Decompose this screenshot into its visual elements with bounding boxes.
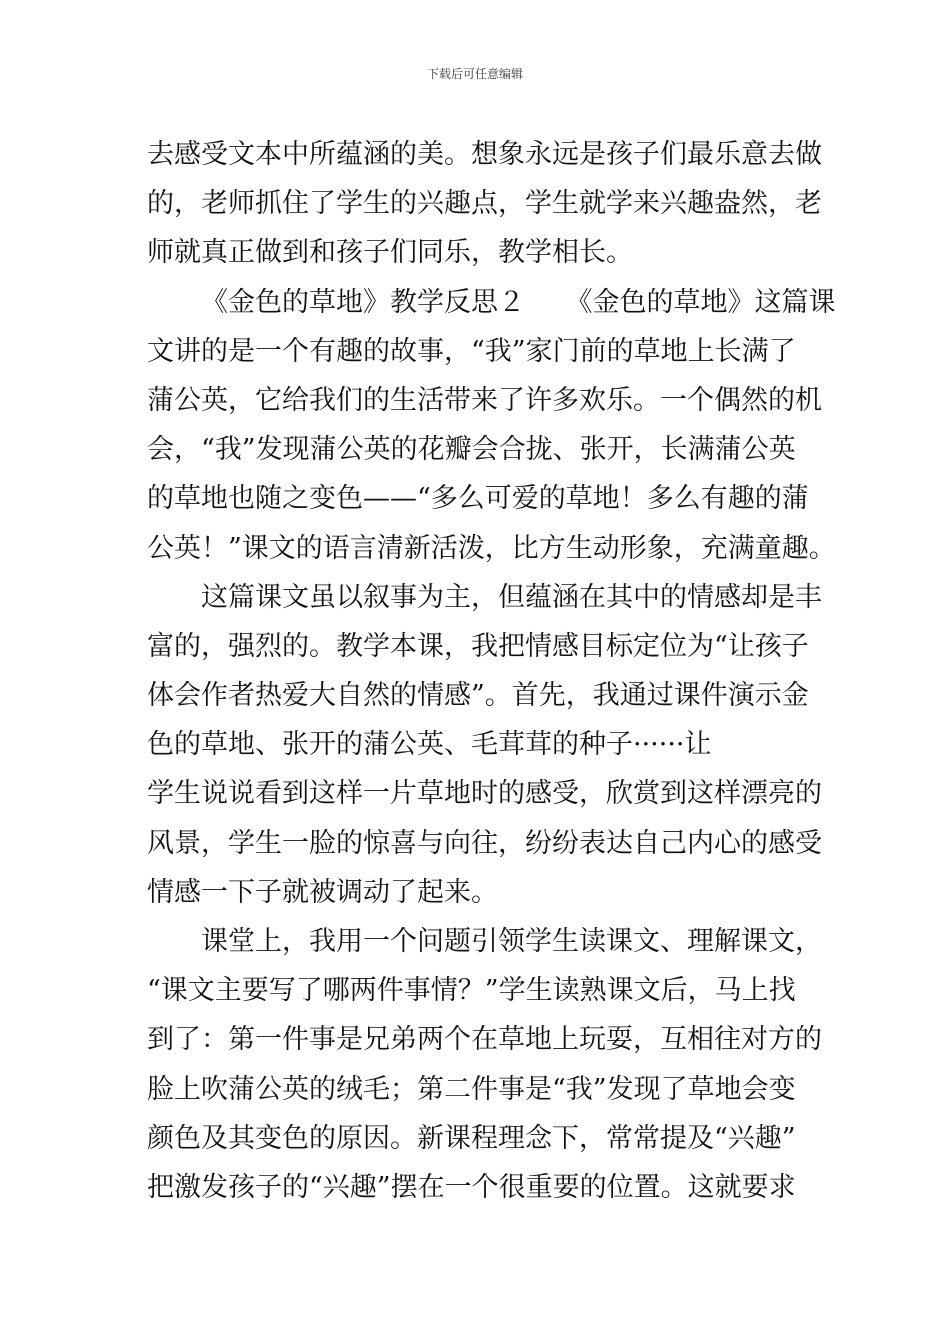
text-line: 脸上吹蒲公英的绒毛；第二件事是“我”发现了草地会变 [147, 1073, 796, 1105]
text-line: “课文主要写了哪两件事情？”学生读熟课文后，马上找 [147, 975, 796, 1007]
text-line: 蒲公英，它给我们的生活带来了许多欢乐。一个偶然的机 [147, 384, 822, 416]
text-line: 颜色及其变色的原因。新课程理念下，常常提及“兴趣” [147, 1122, 796, 1154]
text-line: 到了：第一件事是兄弟两个在草地上玩耍，互相往对方的 [147, 1024, 822, 1056]
text-line: 的，老师抓住了学生的兴趣点，学生就学来兴趣盎然，老 [147, 188, 822, 220]
text-line: 情感一下子就被调动了起来。 [147, 876, 498, 908]
body-text [147, 130, 836, 1212]
page-header-note: 下载后可任意编辑 [426, 67, 523, 81]
text-line: 文讲的是一个有趣的故事，“我”家门前的草地上长满了 [147, 335, 796, 367]
text-line: 《金色的草地》教学反思２ 《金色的草地》这篇课 [201, 286, 836, 318]
text-line: 富的，强烈的。教学本课，我把情感目标定位为“让孩子 [147, 630, 809, 662]
text-line: 公英！”课文的语言清新活泼，比方生动形象，充满童趣。 [147, 532, 836, 564]
text-line: 这篇课文虽以叙事为主，但蕴涵在其中的情感却是丰 [201, 581, 822, 613]
text-line: 的草地也随之变色——“多么可爱的草地！多么有趣的蒲 [147, 483, 809, 515]
text-line: 风景，学生一脸的惊喜与向往，纷纷表达自己内心的感受 [147, 827, 822, 859]
text-line: 去感受文本中所蕴涵的美。想象永远是孩子们最乐意去做 [147, 139, 822, 170]
text-line: 会，“我”发现蒲公英的花瓣会合拢、张开，长满蒲公英 [147, 434, 796, 466]
text-line: 把激发孩子的“兴趣”摆在一个很重要的位置。这就要求 [147, 1171, 796, 1203]
text-line: 师就真正做到和孩子们同乐，教学相长。 [147, 237, 633, 269]
text-line: 学生说说看到这样一片草地时的感受，欣赏到这样漂亮的 [147, 778, 822, 810]
text-line: 课堂上，我用一个问题引领学生读课文、理解课文， [201, 926, 822, 957]
text-line: 色的草地、张开的蒲公英、毛茸茸的种子······让 [147, 729, 712, 761]
text-line: 体会作者热爱大自然的情感”。首先，我通过课件演示金 [147, 680, 809, 712]
